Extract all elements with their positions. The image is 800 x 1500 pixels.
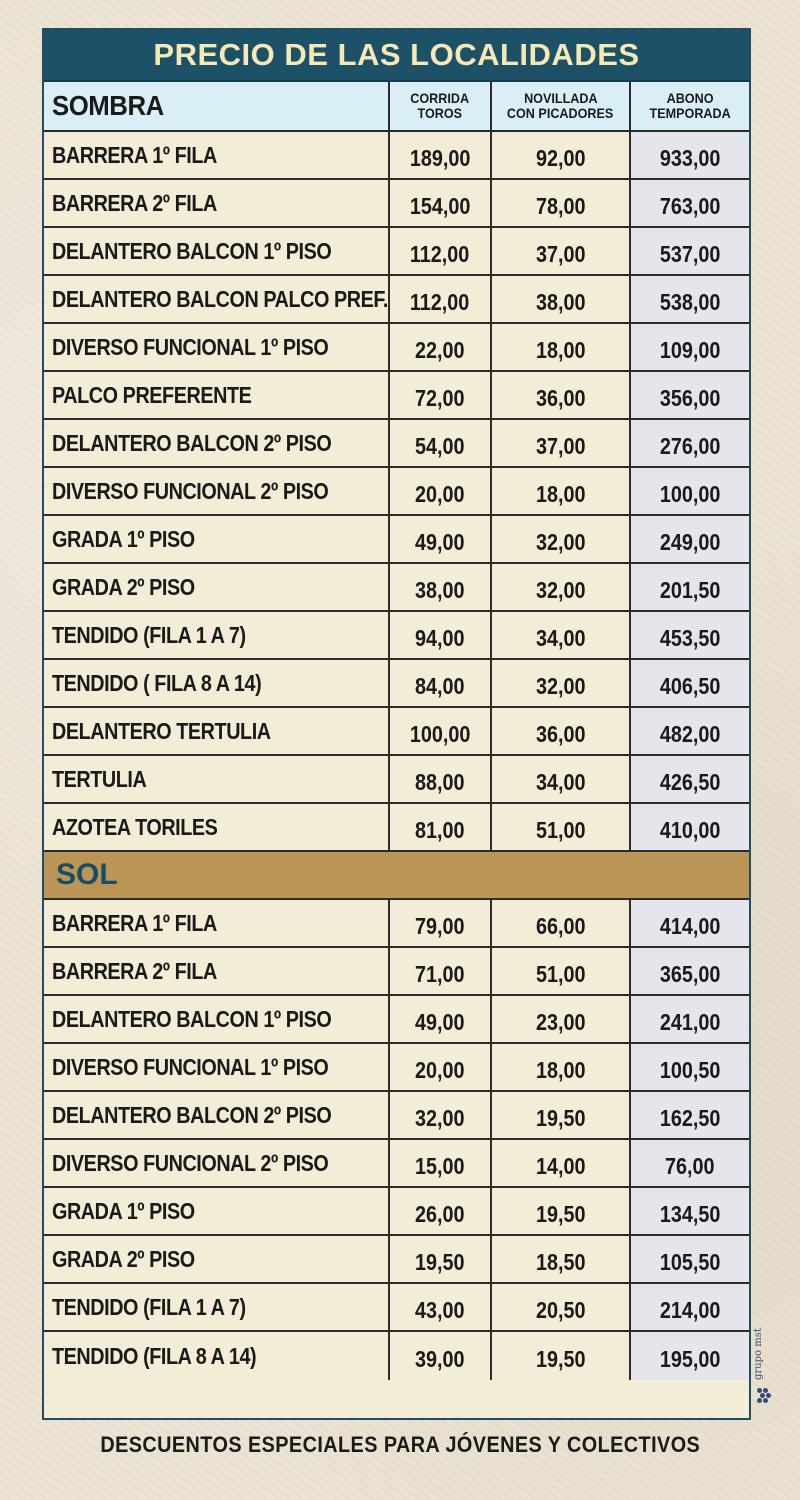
table-row xyxy=(44,1284,749,1332)
sol-rows xyxy=(44,900,749,1380)
price-corrida: 79,00 xyxy=(390,900,492,946)
table-row xyxy=(44,420,749,468)
price-novillada: 19,50 xyxy=(492,1188,631,1234)
price-novillada: 20,50 xyxy=(492,1284,631,1330)
price-abono: 453,50 xyxy=(631,612,749,658)
seat-name: DIVERSO FUNCIONAL 1º PISO xyxy=(44,1044,390,1090)
price-novillada: 19,50 xyxy=(492,1092,631,1138)
column-header-novillada: NOVILLADA CON PICADORES xyxy=(492,82,631,130)
price-abono: 365,00 xyxy=(631,948,749,994)
table-row xyxy=(44,1044,749,1092)
price-corrida: 88,00 xyxy=(390,756,492,802)
seat-name: BARRERA 2º FILA xyxy=(44,180,390,226)
table-row xyxy=(44,948,749,996)
price-abono: 933,00 xyxy=(631,132,749,178)
table-row xyxy=(44,180,749,228)
price-corrida: 54,00 xyxy=(390,420,492,466)
seat-name: DELANTERO BALCON 2º PISO xyxy=(44,1092,390,1138)
price-corrida: 189,00 xyxy=(390,132,492,178)
price-corrida: 20,00 xyxy=(390,1044,492,1090)
discount-note: DESCUENTOS ESPECIALES PARA JÓVENES Y COLECTIVOS xyxy=(100,1432,700,1457)
price-abono: 249,00 xyxy=(631,516,749,562)
column-header-corrida-toros: CORRIDA TOROS xyxy=(390,82,492,130)
price-abono: 276,00 xyxy=(631,420,749,466)
price-corrida: 22,00 xyxy=(390,324,492,370)
table-row xyxy=(44,228,749,276)
price-corrida: 84,00 xyxy=(390,660,492,706)
seat-name: BARRERA 1º FILA xyxy=(44,132,390,178)
seat-name: DIVERSO FUNCIONAL 2º PISO xyxy=(44,1140,390,1186)
price-corrida: 94,00 xyxy=(390,612,492,658)
seat-name: DIVERSO FUNCIONAL 1º PISO xyxy=(44,324,390,370)
table-row xyxy=(44,708,749,756)
price-abono: 426,50 xyxy=(631,756,749,802)
table-row xyxy=(44,804,749,852)
seat-name: TENDIDO (FILA 1 A 7) xyxy=(44,1284,390,1330)
seat-name: DELANTERO TERTULIA xyxy=(44,708,390,754)
price-abono: 201,50 xyxy=(631,564,749,610)
price-corrida: 15,00 xyxy=(390,1140,492,1186)
table-row xyxy=(44,564,749,612)
price-novillada: 18,50 xyxy=(492,1236,631,1282)
price-abono: 538,00 xyxy=(631,276,749,322)
table-row xyxy=(44,1092,749,1140)
price-novillada: 34,00 xyxy=(492,756,631,802)
sombra-rows xyxy=(44,132,749,852)
seat-name: GRADA 1º PISO xyxy=(44,1188,390,1234)
seat-name: TENDIDO (FILA 8 A 14) xyxy=(44,1332,390,1380)
table-row xyxy=(44,276,749,324)
table-row xyxy=(44,132,749,180)
price-corrida: 43,00 xyxy=(390,1284,492,1330)
price-novillada: 78,00 xyxy=(492,180,631,226)
price-abono: 410,00 xyxy=(631,804,749,850)
price-novillada: 37,00 xyxy=(492,228,631,274)
seat-name: TENDIDO (FILA 1 A 7) xyxy=(44,612,390,658)
table-row xyxy=(44,324,749,372)
seat-name: TERTULIA xyxy=(44,756,390,802)
price-novillada: 18,00 xyxy=(492,468,631,514)
price-abono: 414,00 xyxy=(631,900,749,946)
price-abono: 241,00 xyxy=(631,996,749,1042)
price-novillada: 32,00 xyxy=(492,564,631,610)
price-novillada: 51,00 xyxy=(492,948,631,994)
price-table xyxy=(42,28,751,1420)
price-corrida: 72,00 xyxy=(390,372,492,418)
price-abono: 356,00 xyxy=(631,372,749,418)
table-row xyxy=(44,1140,749,1188)
price-novillada: 19,50 xyxy=(492,1332,631,1380)
seat-name: DELANTERO BALCON 2º PISO xyxy=(44,420,390,466)
sombra-header-row xyxy=(44,82,749,132)
table-title: PRECIO DE LAS LOCALIDADES xyxy=(44,30,749,82)
price-novillada: 51,00 xyxy=(492,804,631,850)
price-corrida: 71,00 xyxy=(390,948,492,994)
sol-section-label: SOL xyxy=(44,852,749,900)
price-corrida: 49,00 xyxy=(390,996,492,1042)
price-abono: 763,00 xyxy=(631,180,749,226)
price-novillada: 34,00 xyxy=(492,612,631,658)
price-corrida: 26,00 xyxy=(390,1188,492,1234)
price-novillada: 36,00 xyxy=(492,372,631,418)
price-novillada: 18,00 xyxy=(492,324,631,370)
seat-name: PALCO PREFERENTE xyxy=(44,372,390,418)
price-corrida: 49,00 xyxy=(390,516,492,562)
sombra-section-label: SOMBRA xyxy=(44,82,390,130)
price-corrida: 19,50 xyxy=(390,1236,492,1282)
price-abono: 100,00 xyxy=(631,468,749,514)
price-novillada: 66,00 xyxy=(492,900,631,946)
price-abono: 195,00 xyxy=(631,1332,749,1380)
price-novillada: 92,00 xyxy=(492,132,631,178)
seat-name: BARRERA 2º FILA xyxy=(44,948,390,994)
price-corrida: 38,00 xyxy=(390,564,492,610)
table-row xyxy=(44,1188,749,1236)
seat-name: DELANTERO BALCON 1º PISO xyxy=(44,996,390,1042)
table-row xyxy=(44,996,749,1044)
price-novillada: 14,00 xyxy=(492,1140,631,1186)
seat-name: BARRERA 1º FILA xyxy=(44,900,390,946)
price-novillada: 37,00 xyxy=(492,420,631,466)
price-corrida: 32,00 xyxy=(390,1092,492,1138)
table-row xyxy=(44,516,749,564)
price-abono: 109,00 xyxy=(631,324,749,370)
price-abono: 76,00 xyxy=(631,1140,749,1186)
table-row xyxy=(44,468,749,516)
table-row xyxy=(44,900,749,948)
price-corrida: 154,00 xyxy=(390,180,492,226)
price-novillada: 36,00 xyxy=(492,708,631,754)
table-row xyxy=(44,612,749,660)
price-corrida: 112,00 xyxy=(390,228,492,274)
price-corrida: 100,00 xyxy=(390,708,492,754)
seat-name: TENDIDO ( FILA 8 A 14) xyxy=(44,660,390,706)
price-abono: 406,50 xyxy=(631,660,749,706)
price-novillada: 23,00 xyxy=(492,996,631,1042)
price-novillada: 38,00 xyxy=(492,276,631,322)
seat-name: DIVERSO FUNCIONAL 2º PISO xyxy=(44,468,390,514)
price-novillada: 32,00 xyxy=(492,516,631,562)
price-abono: 537,00 xyxy=(631,228,749,274)
price-abono: 100,50 xyxy=(631,1044,749,1090)
price-abono: 214,00 xyxy=(631,1284,749,1330)
price-corrida: 81,00 xyxy=(390,804,492,850)
table-row xyxy=(44,1332,749,1380)
table-row xyxy=(44,756,749,804)
seat-name: GRADA 1º PISO xyxy=(44,516,390,562)
price-abono: 134,50 xyxy=(631,1188,749,1234)
price-novillada: 18,00 xyxy=(492,1044,631,1090)
seat-name: DELANTERO BALCON PALCO PREF. xyxy=(44,276,390,322)
seat-name: DELANTERO BALCON 1º PISO xyxy=(44,228,390,274)
table-row xyxy=(44,372,749,420)
column-header-abono: ABONO TEMPORADA xyxy=(631,82,749,130)
price-corrida: 112,00 xyxy=(390,276,492,322)
seat-name: AZOTEA TORILES xyxy=(44,804,390,850)
watermark-text: grupo mst xyxy=(753,1328,764,1380)
price-novillada: 32,00 xyxy=(492,660,631,706)
price-abono: 482,00 xyxy=(631,708,749,754)
table-row xyxy=(44,1236,749,1284)
price-corrida: 39,00 xyxy=(390,1332,492,1380)
table-row xyxy=(44,660,749,708)
price-corrida: 20,00 xyxy=(390,468,492,514)
seat-name: GRADA 2º PISO xyxy=(44,564,390,610)
price-abono: 162,50 xyxy=(631,1092,749,1138)
seat-name: GRADA 2º PISO xyxy=(44,1236,390,1282)
watermark-logo xyxy=(753,1320,775,1415)
price-abono: 105,50 xyxy=(631,1236,749,1282)
